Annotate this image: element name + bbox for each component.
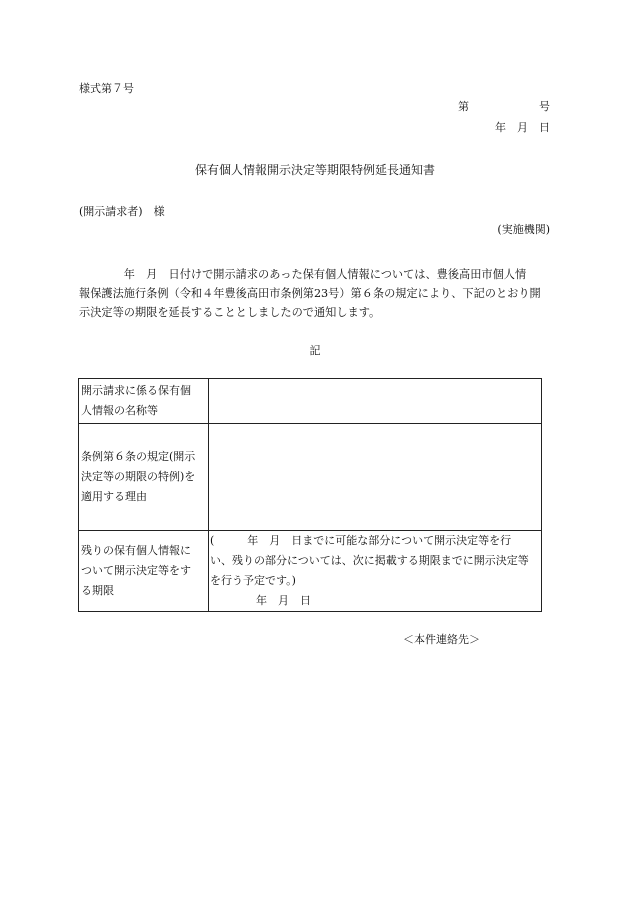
- document-number-suffix: 号: [539, 100, 550, 113]
- document-date: 年 月 日: [495, 121, 550, 134]
- table-label-line: 残りの保有個人情報に: [81, 544, 191, 557]
- table-label-line: 開示請求に係る保有個: [81, 384, 191, 397]
- table-label-line: ついて開示決定等をす: [81, 564, 191, 577]
- document-number: [458, 101, 550, 115]
- table-label-line: 決定等の期限の特例)を: [81, 470, 196, 483]
- document-number-prefix: 第: [458, 100, 469, 113]
- body-line: 示決定等の期限を延長することとしましたので通知します。: [79, 306, 381, 319]
- table-label-line: 適用する理由: [81, 490, 147, 503]
- table-label-line: 人情報の名称等: [81, 404, 158, 417]
- table-label-cell: [79, 531, 209, 612]
- document-title: 保有個人情報開示決定等期限特例延長通知書: [194, 163, 435, 177]
- table-value-line: を行う予定です。): [210, 574, 296, 587]
- table-label-line: 条例第６条の規定(開示: [81, 450, 196, 463]
- ki-heading: 記: [309, 344, 321, 357]
- table-value-line: い、残りの部分については、次に掲載する期限までに開示決定等: [210, 554, 529, 567]
- table-value-cell[interactable]: [209, 424, 542, 531]
- issuer: (実施機関): [497, 223, 550, 236]
- table-value-line: ( 年 月 日までに可能な部分について開示決定等を行: [210, 534, 512, 547]
- table-label-line: る期限: [81, 584, 114, 597]
- table-row: [79, 379, 542, 424]
- notice-table: [78, 378, 542, 612]
- table-value-cell[interactable]: [209, 531, 542, 612]
- body-line: 報保護法施行条例（令和４年豊後高田市条例第23号）第６条の規定により、下記のとおり開: [79, 287, 541, 300]
- table-label-cell: [79, 379, 209, 424]
- table-value-date: 年 月 日: [256, 594, 311, 607]
- table-label-cell: [79, 424, 209, 531]
- table-row: [79, 531, 542, 612]
- table-value-cell[interactable]: [209, 379, 542, 424]
- body-line: 年 月 日付けで開示請求のあった保有個人情報については、豊後高田市個人情: [79, 268, 527, 281]
- body-paragraph: [79, 265, 549, 322]
- form-number: 様式第７号: [79, 82, 134, 95]
- recipient: (開示請求者) 様: [79, 205, 165, 218]
- contact-heading: ＜本件連絡先＞: [403, 633, 480, 646]
- table-row: [79, 424, 542, 531]
